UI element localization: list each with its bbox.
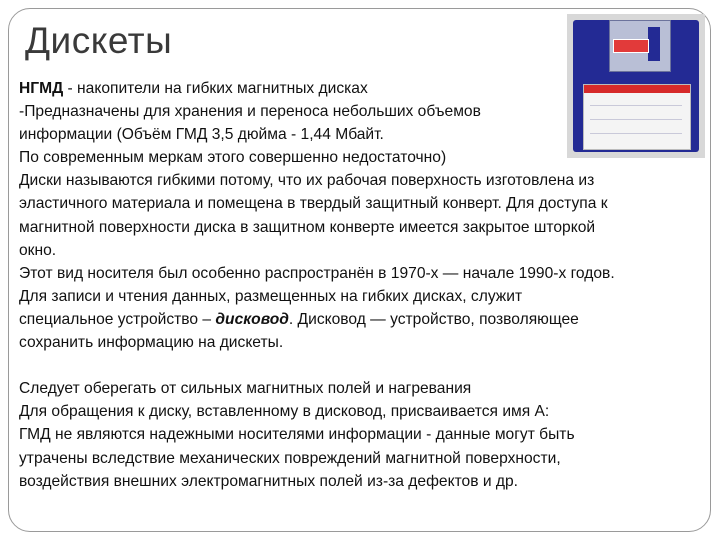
floppy-mini-label	[613, 39, 649, 53]
text-line: -Предназначены для хранения и переноса небольших объемов	[19, 103, 481, 121]
text-line: Этот вид носителя был особенно распространён в 1970-х — начале 1990-х годов.	[19, 264, 615, 282]
text-line: Для обращения к диску, вставленному в дисковод, присваивается имя А:	[19, 403, 550, 421]
text-line: сохранить информацию на дискеты.	[19, 334, 284, 352]
text-span: специальное устройство –	[19, 310, 216, 328]
text-line: Для записи и чтения данных, размещенных на гибких дисках, служит	[19, 287, 523, 305]
text-line: ГМД не являются надежными носителями информации - данные могут быть	[19, 426, 575, 444]
term-ngmd: НГМД	[19, 80, 64, 97]
text-line: эластичного материала и помещена в твердый защитный конверт. Для доступа к	[19, 195, 608, 213]
text-line: По современным меркам этого совершенно недостаточно)	[19, 149, 447, 167]
text-line: информации (Объём ГМД 3,5 дюйма - 1,44 Мбайт.	[19, 126, 384, 144]
text-line: Диски называются гибкими потому, что их рабочая поверхность изготовлена из	[19, 172, 595, 190]
floppy-shutter	[609, 20, 671, 72]
blank-line	[19, 354, 712, 377]
term-diskovod: дисковод	[215, 310, 289, 328]
text-span: - накопители на гибких магнитных дисках	[63, 80, 368, 97]
text-span: . Дисковод — устройство, позволяющее	[288, 310, 579, 328]
floppy-shutter-slot	[648, 27, 660, 61]
text-line	[19, 77, 712, 100]
text-line: окно.	[19, 241, 57, 259]
text-line: воздействия внешних электромагнитных полей из-за дефектов и др.	[19, 472, 518, 490]
text-line	[19, 308, 712, 331]
slide-body	[19, 77, 712, 493]
text-line: магнитной поверхности диска в защитном конверте имеется закрытое шторкой	[19, 218, 596, 236]
text-line: Следует оберегать от сильных магнитных полей и нагревания	[19, 380, 472, 398]
slide-title: Дискеты	[25, 20, 173, 61]
text-line: утрачены вследствие механических повреждений магнитной поверхности,	[19, 449, 561, 467]
